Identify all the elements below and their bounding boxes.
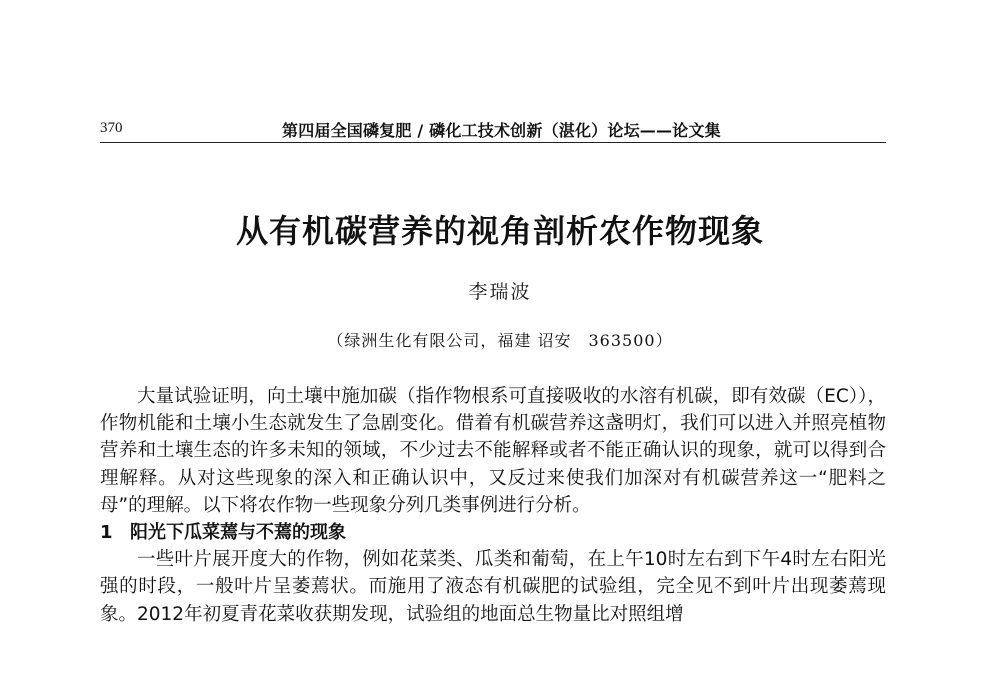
journal-title: 第四届全国磷复肥 / 磷化工技术创新（湛化）论坛——论文集 [282, 121, 721, 140]
author-name: 李瑞波 [468, 281, 532, 303]
body-text [100, 383, 886, 628]
intro-paragraph: 大量试验证明，向土壤中施加碳（指作物根系可直接吸收的水溶有机碳，即有效碳（EC）），作物机能和土壤小生态就发生了急剧变化。借着有机碳营养这盏明灯，我们可以进入并照亮植物营养和土壤生态的许多未知的领域，不少过去不能解释或者不能正确认识的现象，就可以得到合理解释。从对这些现象的深入和正确认识中，又反过来使我们加深对有机碳营养这一“肥料之母”的理解。以下将农作物一些现象分列几类事例进行分析。 [100, 386, 886, 516]
page-number: 370 [100, 120, 123, 136]
section-title: 阳光下瓜菜蔫与不蔫的现象 [130, 522, 346, 544]
author-affiliation: （绿洲生化有限公司，福建 诏安 363500） [327, 331, 673, 350]
section-number: 1 [100, 522, 113, 544]
running-header [100, 118, 886, 143]
section-heading [100, 519, 886, 546]
article-title: 从有机碳营养的视角剖析农作物现象 [235, 212, 764, 250]
section-paragraph: 一些叶片展开度大的作物，例如花菜类、瓜类和葡萄，在上午10时左右到下午4时左右阳光强的时段，一般叶片呈萎蔫状。而施用了液态有机碳肥的试验组，完全见不到叶片出现萎蔫现象。2012年初夏青花菜收获期发现，试验组的地面总生物量比对照组增 [100, 549, 886, 625]
